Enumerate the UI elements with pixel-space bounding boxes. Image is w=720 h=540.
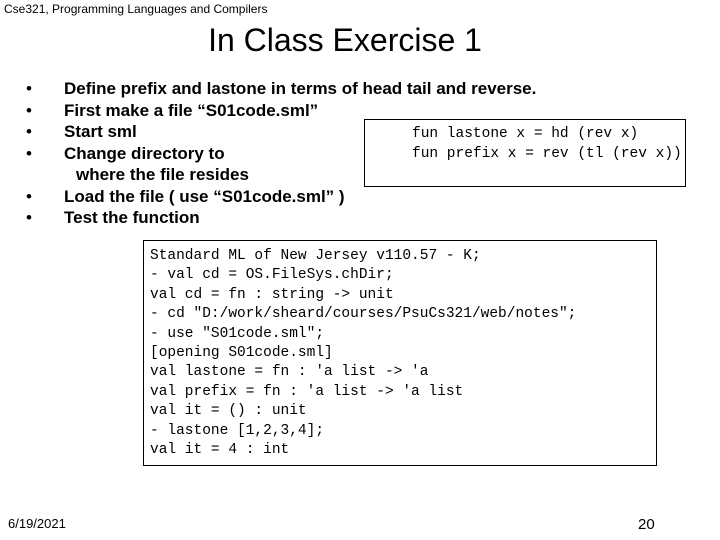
bullet-text: Start sml	[64, 122, 137, 141]
bullet-item	[26, 78, 536, 100]
transcript-line: Standard ML of New Jersey v110.57 - K;	[150, 248, 481, 264]
bullet-dot-icon: •	[26, 100, 32, 120]
transcript-line: val cd = fn : string -> unit	[150, 286, 394, 303]
bullet-dot-icon: •	[26, 122, 32, 141]
bullet-text: where the file resides	[76, 165, 249, 184]
transcript-line: - lastone [1,2,3,4];	[150, 422, 325, 439]
code-line: fun lastone x = hd (rev x)	[412, 126, 639, 142]
transcript-line: val prefix = fn : 'a list -> 'a list	[150, 383, 464, 400]
transcript-line: val it = 4 : int	[150, 442, 290, 459]
slide-title: In Class Exercise 1	[208, 22, 482, 58]
bullet-dot-icon: •	[26, 79, 32, 98]
bullet-item	[26, 186, 536, 208]
slide-date: 6/19/2021	[8, 516, 66, 531]
bullet-text: Test the function	[64, 208, 200, 227]
code-snippet	[412, 124, 682, 164]
session-transcript-box	[143, 240, 657, 466]
page-number: 20	[638, 516, 655, 533]
bullet-text: Load the file ( use “S01code.sml” )	[64, 186, 345, 206]
bullet-text: Define prefix and lastone in terms of head tail and reverse.	[64, 79, 537, 98]
bullet-dot-icon: •	[26, 186, 32, 206]
transcript-line: - cd "D:/work/sheard/courses/PsuCs321/web/notes";	[150, 306, 577, 323]
bullet-text: First make a file “S01code.sml”	[64, 100, 319, 120]
bullet-item	[26, 100, 536, 122]
transcript-line: [opening S01code.sml]	[150, 345, 333, 362]
bullet-dot-icon: •	[26, 208, 32, 227]
bullet-text: Change directory to	[64, 143, 225, 163]
bullet-item	[26, 207, 536, 229]
course-header: Cse321, Programming Languages and Compilers	[4, 2, 268, 16]
transcript-line: val it = () : unit	[150, 403, 307, 420]
bullet-dot-icon: •	[26, 143, 32, 163]
code-line: fun prefix x = rev (tl (rev x))	[412, 146, 682, 162]
transcript-line: - val cd = OS.FileSys.chDir;	[150, 267, 394, 284]
transcript-line: - use "S01code.sml";	[150, 325, 325, 342]
transcript-line: val lastone = fn : 'a list -> 'a	[150, 364, 429, 381]
